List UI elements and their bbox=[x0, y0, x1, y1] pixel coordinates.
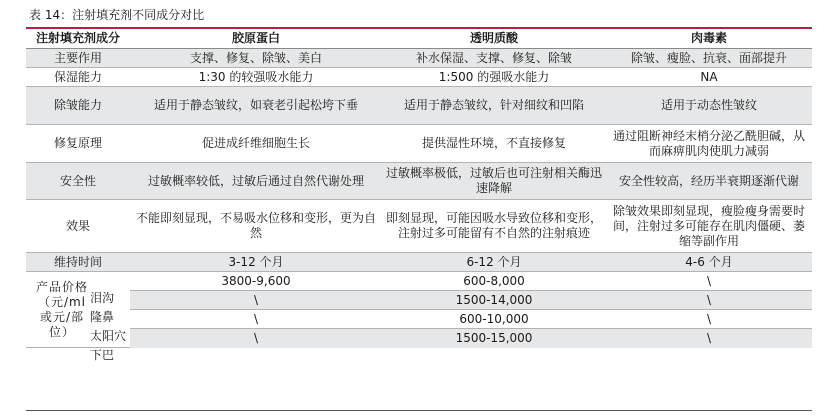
row-label: 除皱能力 bbox=[26, 87, 130, 125]
cell-botox: 安全性较高，经历半衰期逐渐代谢 bbox=[606, 163, 812, 200]
cell-botox: \ bbox=[606, 272, 812, 291]
cell-hyaluronic: 提供湿性环境，不直接修复 bbox=[382, 125, 606, 163]
header-ingredient: 注射填充剂成分 bbox=[26, 29, 130, 49]
cell-hyaluronic: 补水保湿、支撑、修复、除皱 bbox=[382, 49, 606, 68]
cell-collagen: \ bbox=[130, 310, 382, 329]
cell-collagen: 3800-9,600 bbox=[130, 272, 382, 291]
price-part-labels bbox=[90, 289, 130, 365]
price-group-label: 产品价格（元/ml 或元/部位） bbox=[26, 280, 98, 340]
table-row bbox=[26, 163, 812, 200]
table-row bbox=[26, 200, 812, 253]
cell-hyaluronic: 600-10,000 bbox=[382, 310, 606, 329]
cell-botox: NA bbox=[606, 68, 812, 87]
row-label: 效果 bbox=[26, 200, 130, 253]
cell-botox: \ bbox=[606, 310, 812, 329]
cell-collagen: 支撑、修复、除皱、美白 bbox=[130, 49, 382, 68]
cell-hyaluronic: 1:500 的强吸水能力 bbox=[382, 68, 606, 87]
header-collagen: 胶原蛋白 bbox=[130, 29, 382, 49]
cell-collagen: 促进成纤维细胞生长 bbox=[130, 125, 382, 163]
cell-botox: 适用于动态性皱纹 bbox=[606, 87, 812, 125]
cell-collagen: 过敏概率较低，过敏后通过自然代谢处理 bbox=[130, 163, 382, 200]
cell-collagen: \ bbox=[130, 329, 382, 348]
table-caption: 表 14：注射填充剂不同成分对比 bbox=[29, 8, 205, 22]
comparison-table bbox=[26, 29, 812, 348]
row-label: 主要作用 bbox=[26, 49, 130, 68]
cell-hyaluronic: 1500-14,000 bbox=[382, 291, 606, 310]
header-hyaluronic-acid: 透明质酸 bbox=[382, 29, 606, 49]
cell-hyaluronic: 1500-15,000 bbox=[382, 329, 606, 348]
row-label: 维持时间 bbox=[26, 253, 130, 272]
cell-hyaluronic: 6-12 个月 bbox=[382, 253, 606, 272]
cell-botox: 通过阻断神经末梢分泌乙酰胆碱，从而麻痹肌肉使肌力减弱 bbox=[606, 125, 812, 163]
cell-collagen: 3-12 个月 bbox=[130, 253, 382, 272]
price-part-label: 泪沟 bbox=[90, 291, 115, 305]
table-row bbox=[26, 253, 812, 272]
price-row bbox=[26, 310, 812, 329]
cell-botox: \ bbox=[606, 329, 812, 348]
cell-botox: \ bbox=[606, 291, 812, 310]
cell-hyaluronic: 适用于静态皱纹，针对细纹和凹陷 bbox=[382, 87, 606, 125]
header-row bbox=[26, 29, 812, 49]
price-part-label: 太阳穴 bbox=[90, 329, 127, 343]
row-label: 安全性 bbox=[26, 163, 130, 200]
header-botox: 肉毒素 bbox=[606, 29, 812, 49]
bottom-rule bbox=[26, 410, 812, 411]
table-row bbox=[26, 125, 812, 163]
cell-botox: 除皱、瘦脸、抗衰、面部提升 bbox=[606, 49, 812, 68]
cell-botox: 除皱效果即刻显现，瘦脸瘦身需要时间，注射过多可能存在肌肉僵硬、萎缩等副作用 bbox=[606, 200, 812, 253]
price-part-label: 隆鼻 bbox=[90, 310, 115, 324]
price-part-label: 下巴 bbox=[90, 348, 115, 362]
cell-collagen: \ bbox=[130, 291, 382, 310]
row-label: 保湿能力 bbox=[26, 68, 130, 87]
table-row bbox=[26, 68, 812, 87]
cell-collagen: 不能即刻显现，不易吸水位移和变形，更为自然 bbox=[130, 200, 382, 253]
cell-collagen: 1:30 的较强吸水能力 bbox=[130, 68, 382, 87]
price-row bbox=[26, 329, 812, 348]
cell-hyaluronic: 即刻显现，可能因吸水导致位移和变形，注射过多可能留有不自然的注射痕迹 bbox=[382, 200, 606, 253]
cell-collagen: 适用于静态皱纹，如衰老引起松垮下垂 bbox=[130, 87, 382, 125]
row-label: 修复原理 bbox=[26, 125, 130, 163]
cell-hyaluronic: 过敏概率极低，过敏后也可注射相关酶迅速降解 bbox=[382, 163, 606, 200]
table-row bbox=[26, 49, 812, 68]
cell-botox: 4-6 个月 bbox=[606, 253, 812, 272]
price-row bbox=[26, 272, 812, 291]
table-row bbox=[26, 87, 812, 125]
cell-hyaluronic: 600-8,000 bbox=[382, 272, 606, 291]
price-row bbox=[26, 291, 812, 310]
